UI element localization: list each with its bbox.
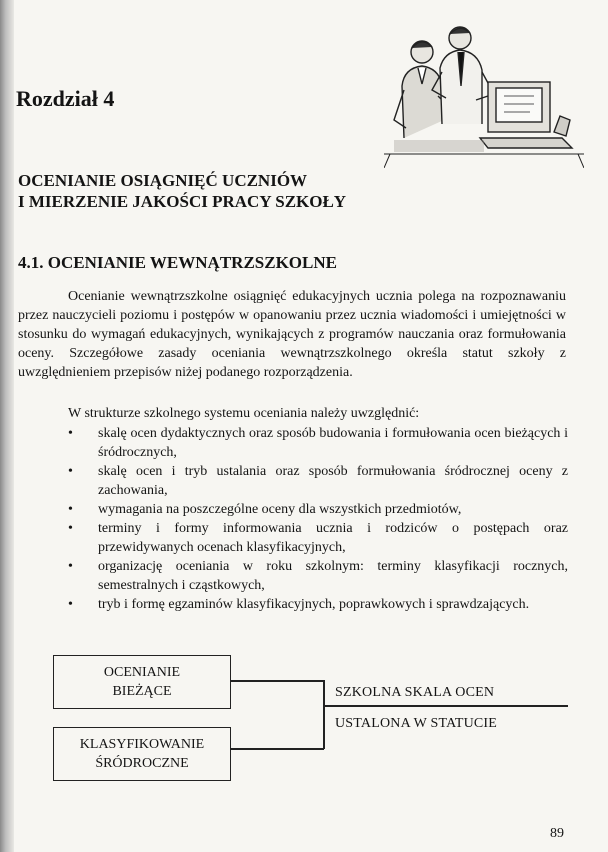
list-item: • terminy i formy informowania ucznia i rodziców o postępach oraz przewidywanych ocenach klasyfikacyjnych, [54,519,568,557]
chapter-title-line-1: OCENIANIE OSIĄGNIĘĆ UCZNIÓW [18,171,308,190]
chapter-title [18,170,346,212]
list-item: • skalę ocen dydaktycznych oraz sposób budowania i formułowania ocen bieżących i śródrocznych, [54,424,568,462]
list-item: • wymagania na poszczególne oceny dla wszystkich przedmiotów, [54,500,568,519]
chapter-label: Rozdział 4 [16,86,115,111]
connector-line-bottom [230,748,324,750]
chapter-title-line-2: I MIERZENIE JAKOŚCI PRACY SZKOŁY [18,192,347,211]
result-label-line-2: USTALONA W STATUCIE [335,716,498,731]
box-label-line-1: KLASYFIKOWANIE [79,737,205,752]
box-label-line-2: ŚRÓDROCZNE [95,756,189,771]
body-paragraph: Ocenianie wewnątrzszkolne osiągnięć edukacyjnych ucznia polega na rozpoznawaniu przez nauczycieli poziomu i postępów w opanowaniu przez ucznia wiadomości i umiejętności w stosunku do wymagań edukacyjnych, wynikających z programów nauczania oraz formułowania oceny. Szczegółowe zasady oceniania wewnątrzszkolnego określa statut szkoły z uwzględnieniem przepisów niżej podanego rozporządzenia. [18,289,566,380]
page-number: 89 [550,826,564,841]
result-label-line-1: SZKOLNA SKALA OCEN [335,685,495,700]
list-item: • skalę ocen i tryb ustalania oraz sposób formułowania śródrocznej oceny z zachowania, [54,462,568,500]
book-spine-shadow [0,0,14,852]
list-intro: W strukturze szkolnego systemu oceniania należy uwzględnić: [68,406,420,421]
diagram-box-current-assessment [53,655,231,709]
list-item: • tryb i formę egzaminów klasyfikacyjnych, poprawkowych i sprawdzających. [54,595,568,614]
section-title: 4.1. OCENIANIE WEWNĄTRZSZKOLNE [18,253,337,272]
list-item: • organizację oceniania w roku szkolnym: terminy klasyfikacji rocznych, semestralnych i cząstkowych, [54,557,568,595]
two-men-at-computer-illustration [384,20,584,168]
connector-line-top [230,680,324,682]
diagram-box-midterm-classification [53,727,231,781]
box-label-line-1: OCENIANIE [103,665,181,680]
box-label-line-2: BIEŻĄCE [112,684,172,699]
requirements-list [54,424,568,614]
result-divider [324,705,568,707]
connector-line-vertical [323,680,325,749]
